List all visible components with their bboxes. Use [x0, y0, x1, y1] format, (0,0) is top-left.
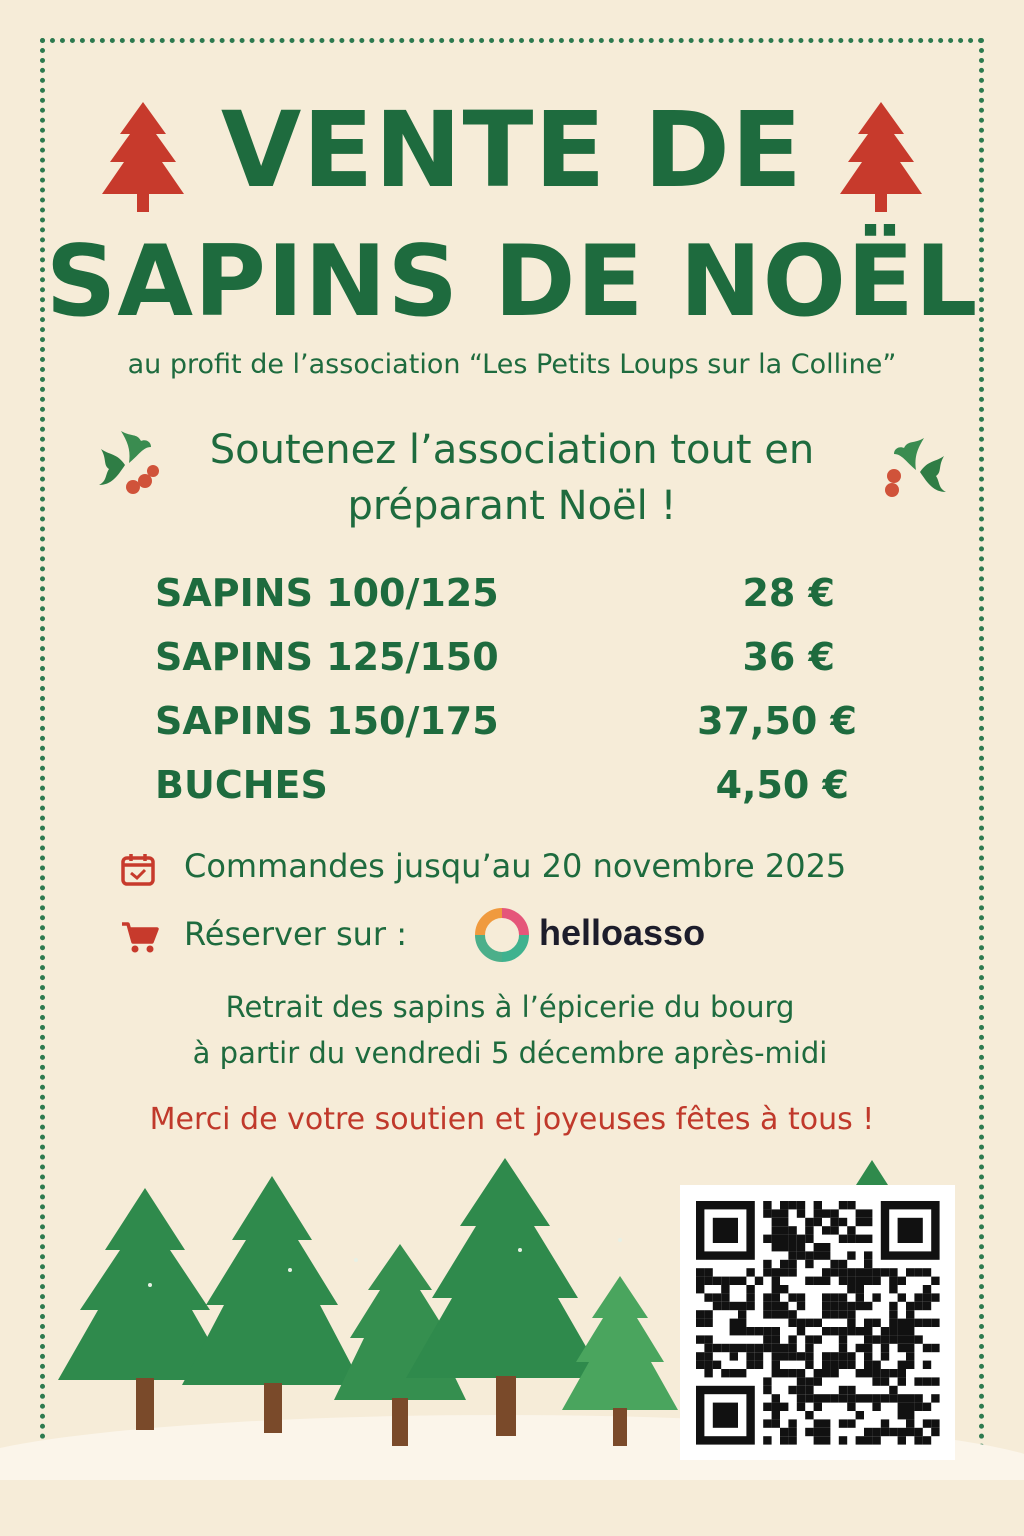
price-label: SAPINS 150/175 — [155, 699, 499, 743]
cart-icon — [120, 920, 160, 954]
page-title-line-2: SAPINS DE NOËL — [45, 225, 979, 339]
price-label: SAPINS 100/125 — [155, 571, 499, 615]
price-value: 36 € — [742, 635, 835, 679]
pickup-info — [130, 984, 890, 1076]
slogan-line-2: préparant Noël ! — [347, 483, 677, 529]
price-label: BUCHES — [155, 763, 328, 807]
pickup-line-1: Retrait des sapins à l’épicerie du bourg — [225, 990, 795, 1024]
calendar-icon — [120, 852, 156, 886]
price-value: 37,50 € — [697, 699, 857, 743]
holly-icon-right — [880, 432, 950, 504]
reserve-text: Réserver sur : — [184, 915, 408, 953]
helloasso-logo-icon — [475, 908, 529, 962]
price-row — [155, 693, 865, 757]
orders-deadline-text: Commandes jusqu’au 20 novembre 2025 — [184, 847, 847, 885]
price-row — [155, 629, 865, 693]
pine-tree-icon — [58, 1188, 232, 1430]
reserve-row — [120, 912, 440, 960]
helloasso-link[interactable] — [475, 906, 755, 962]
pickup-line-2: à partir du vendredi 5 décembre après-midi — [192, 1036, 828, 1070]
price-row — [155, 757, 865, 821]
price-row — [155, 565, 865, 629]
page-title-line-1: VENTE DE — [220, 89, 804, 211]
subtitle: au profit de l’association “Les Petits Loups sur la Colline” — [127, 349, 897, 380]
slogan — [150, 422, 874, 534]
price-label: SAPINS 125/150 — [155, 635, 499, 679]
helloasso-wordmark: helloasso — [539, 912, 706, 953]
orders-deadline — [120, 844, 920, 892]
price-value: 4,50 € — [715, 763, 849, 807]
slogan-line-1: Soutenez l’association tout en — [209, 427, 815, 473]
price-list — [155, 565, 865, 821]
pine-tree-icon — [182, 1176, 362, 1433]
price-value: 28 € — [742, 571, 835, 615]
thanks-message: Merci de votre soutien et joyeuses fêtes à tous ! — [149, 1102, 875, 1137]
qr-code[interactable] — [680, 1185, 955, 1460]
